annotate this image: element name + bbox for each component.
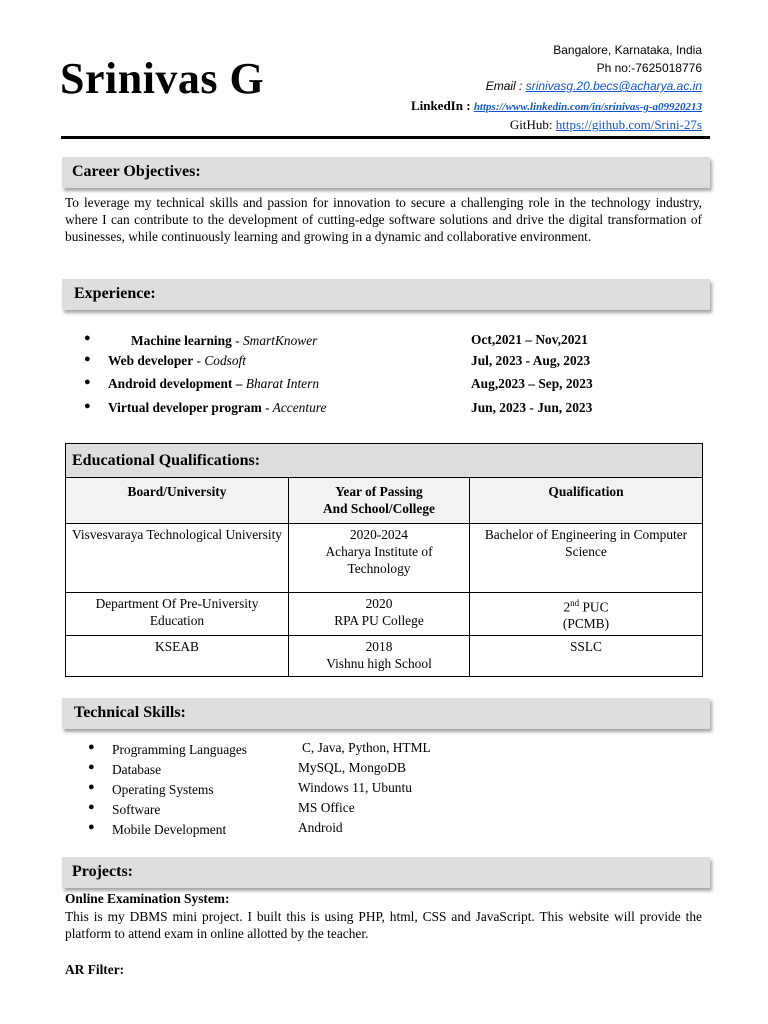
experience-dates: Jun, 2023 - Jun, 2023 <box>471 400 593 415</box>
experience-item <box>84 376 644 396</box>
experience-dates: Aug,2023 – Sep, 2023 <box>471 376 593 391</box>
edu-school: RPA PU College <box>334 613 424 628</box>
candidate-name: Srinivas G <box>60 54 265 103</box>
experience-dates: Oct,2021 – Nov,2021 <box>471 332 588 347</box>
career-title: Career Objectives: <box>72 163 201 180</box>
skill-value: Windows 11, Ubuntu <box>298 780 412 795</box>
project-name: Online Examination System: <box>65 891 230 906</box>
projects-section-header <box>62 857 710 888</box>
skill-value: Android <box>298 820 343 835</box>
edu-qualification: Bachelor of Engineering in Computer Science <box>470 524 703 593</box>
edu-year: 2018 <box>365 639 393 654</box>
bullet-icon: ● <box>88 781 95 793</box>
experience-role: Machine learning <box>131 333 232 348</box>
experience-org: SmartKnower <box>242 333 318 348</box>
bullet-icon: ● <box>84 353 91 365</box>
experience-org: Bharat Intern <box>245 376 320 391</box>
qual-line2: (PCMB) <box>562 616 610 632</box>
column-header <box>289 478 470 524</box>
edu-school: Acharya Institute of Technology <box>325 544 433 576</box>
education-title: Educational Qualifications: <box>66 444 703 478</box>
bullet-icon: ● <box>84 400 91 412</box>
career-section-header <box>62 157 710 188</box>
edu-year-school <box>289 593 470 636</box>
qual-sup: nd <box>570 598 580 608</box>
email-line <box>486 79 702 93</box>
skill-label: Programming Languages <box>112 742 247 757</box>
education-table <box>65 443 703 677</box>
skill-item <box>88 781 508 801</box>
bullet-icon: ● <box>84 332 91 344</box>
experience-role: Web developer <box>108 353 194 368</box>
github-line <box>510 117 702 133</box>
column-header-line: Year of Passing <box>335 484 423 499</box>
edu-year-school <box>289 524 470 593</box>
experience-org: Codsoft <box>204 353 246 368</box>
edu-qualification: SSLC <box>470 636 703 677</box>
bullet-icon: ● <box>88 801 95 813</box>
skill-label: Operating Systems <box>112 782 214 797</box>
experience-sep: - <box>231 333 243 348</box>
linkedin-link[interactable]: https://www.linkedin.com/in/srinivas-g-a09920213 <box>473 101 702 113</box>
experience-sep: - <box>193 353 205 368</box>
skill-item <box>88 821 508 841</box>
skill-item <box>88 761 508 781</box>
bullet-icon: ● <box>88 821 95 833</box>
experience-role: Android development <box>108 376 233 391</box>
projects-title: Projects: <box>72 863 133 880</box>
column-header: Qualification <box>470 478 703 524</box>
table-row <box>66 593 703 636</box>
experience-item <box>84 332 644 352</box>
location: Bangalore, Karnataka, India <box>553 43 702 57</box>
bullet-icon: ● <box>88 741 95 753</box>
email-label: Email : <box>485 79 526 93</box>
edu-year: 2020-2024 <box>349 527 409 542</box>
skill-label: Database <box>112 762 162 777</box>
skill-value: MS Office <box>298 800 355 815</box>
skill-item <box>88 741 508 761</box>
education-header-row <box>66 444 703 478</box>
skill-value: C, Java, Python, HTML <box>302 740 431 755</box>
experience-sep: – <box>232 376 246 391</box>
skill-label: Software <box>112 802 161 817</box>
edu-board: Visvesvaraya Technological University <box>66 524 289 593</box>
skill-item <box>88 801 508 821</box>
column-header-line: And School/College <box>323 501 435 516</box>
edu-qualification <box>470 593 703 636</box>
experience-item <box>84 353 644 373</box>
edu-school: Vishnu high School <box>326 656 432 671</box>
linkedin-label: LinkedIn : <box>410 98 474 113</box>
experience-section-header <box>62 279 710 310</box>
qual-rest: PUC <box>579 599 609 615</box>
experience-title: Experience: <box>74 285 156 302</box>
github-label: GitHub: <box>509 117 556 132</box>
linkedin-line <box>411 98 702 114</box>
bullet-icon: ● <box>88 761 95 773</box>
skill-label: Mobile Development <box>112 822 227 837</box>
email-link[interactable]: srinivasg.20.becs@acharya.ac.in <box>525 79 702 93</box>
experience-item <box>84 400 644 420</box>
experience-dates: Jul, 2023 - Aug, 2023 <box>471 353 591 368</box>
project-description: This is my DBMS mini project. I built this is using PHP, html, CSS and JavaScript. This website will provide the platform to attend exam in online allotted by the teacher. <box>65 909 702 941</box>
bullet-icon: ● <box>84 376 91 388</box>
phone: Ph no:-7625018776 <box>596 61 702 75</box>
edu-board: Department Of Pre-University Education <box>66 593 289 636</box>
project-name: AR Filter: <box>65 962 125 977</box>
header-divider <box>61 136 710 139</box>
edu-year: 2020 <box>365 596 393 611</box>
table-row <box>66 524 703 593</box>
skills-title: Technical Skills: <box>74 704 186 721</box>
education-columns <box>66 478 703 524</box>
table-row <box>66 636 703 677</box>
experience-sep: - <box>261 400 273 415</box>
experience-org: Accenture <box>272 400 327 415</box>
github-link[interactable]: https://github.com/Srini-27s <box>555 117 702 132</box>
qual-num: 2 <box>563 599 571 615</box>
career-text: To leverage my technical skills and passion for innovation to secure a challenging role in the technology industry, where I can contribute to the development of cutting-edge software solutions and drive the digital transformation of businesses, while continuously learning and growing in a dynamic and collaborative environment. <box>65 195 702 244</box>
skills-section-header <box>62 698 710 729</box>
experience-role: Virtual developer program <box>108 400 262 415</box>
edu-year-school <box>289 636 470 677</box>
skill-value: MySQL, MongoDB <box>298 760 406 775</box>
edu-board: KSEAB <box>66 636 289 677</box>
column-header: Board/University <box>66 478 289 524</box>
